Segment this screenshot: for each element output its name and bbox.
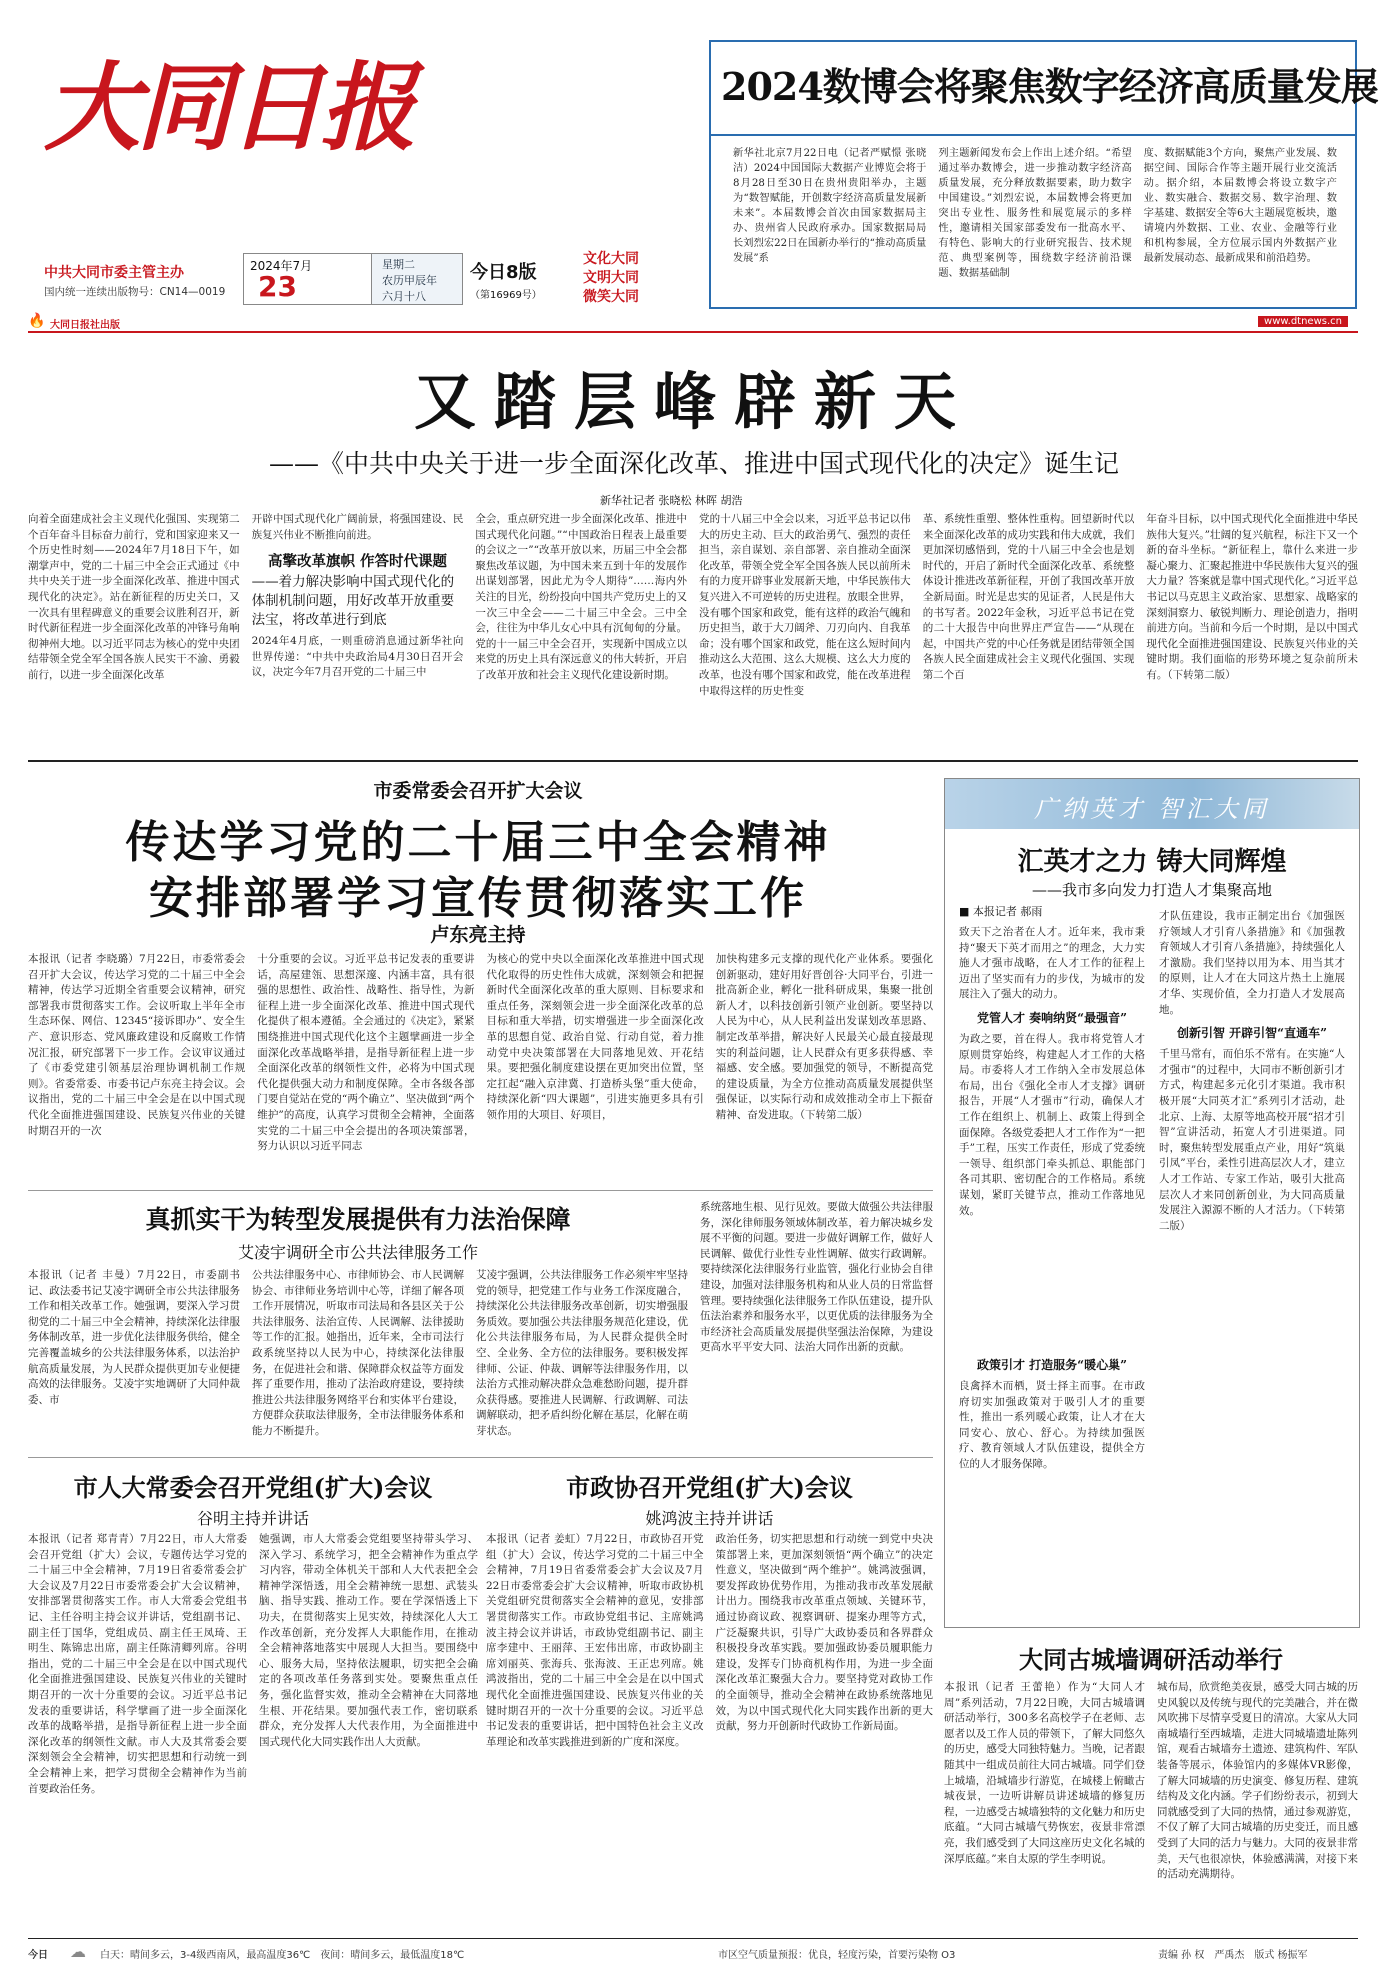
story4-body bbox=[28, 1532, 478, 1930]
story4-col: 她强调，市人大常委会党组要坚持带头学习、深入学习、系统学习，把全会精神作为重点学习内容，带动全体机关干部和人大代表把全会精神学深悟透，用全会精神统一思想、武装头脑、指导实践、推动工作。要在学深悟透上下功夫，在贯彻落实上见实效，持续深化人大工作改革创新，充分发挥人大职能作用，在推动全会精神落地落实中展现人大担当。要围绕中心、服务大局，坚持依法履职，切实把全会确定的各项改革任务落到实处。要聚焦重点任务，强化监督实效，推动全会精神在大同落地生根、开花结果。要加强代表工作，密切联系群众，充分发挥人大代表作用，为全面推进中国式现代化大同实践作出人大贡献。 bbox=[259, 1533, 478, 1748]
masthead-title: 大同日报 bbox=[44, 51, 412, 164]
story5-col: 政治任务，切实把思想和行动统一到党中央决策部署上来，更加深刻领悟“两个确立”的决定性意义，坚决做到“两个维护”。姚鸿波强调，要发挥政协优势作用，为推动我市改革发展献计出力。围绕我市改革重点领域、关键环节，通过协商议政、视察调研、提案办理等方式，广泛凝聚共识，引导广大政协委员和各界群众积极投身改革实践。要加强政协委员履职能力建设，发挥专门协商机构作用，为进一步全面深化改革汇聚强大合力。要坚持党对政协工作的全面领导，推动全会精神在政协系统落地见效，为以中国式现代化大同实践作出新的更大贡献，努力开创新时代政协工作新局面。 bbox=[715, 1533, 933, 1733]
story2-kicker: 市委常委会召开扩大会议 bbox=[373, 780, 583, 802]
side-banner-text: 广纳英才 智汇大同 bbox=[1034, 795, 1270, 823]
story3-col: 艾凌宇强调，公共法律服务工作必须牢牢坚持党的领导，把党建工作与业务工作深度融合，持续深化公共法律服务改革创新，切实增强服务质效。要加强公共法律服务规范化建设，优化公共法律服务布局，为人民群众提供全时空、全业务、全方位的法律服务。要积极发挥律师、公证、仲裁、调解等法律服务作用，以法治方式推动解决群众急难愁盼问题，提升群众获得感。要推进人民调解、行政调解、司法调解联动，把矛盾纠纷化解在基层，化解在萌芽状态。 bbox=[476, 1269, 688, 1437]
story4-col: 本报讯（记者 郑青青）7月22日，市人大常委会召开党组（扩大）会议，专题传达学习党的二十届三中全会精神，7月19日省委常委会扩大会议及7月22日市委常委会扩大会议精神，安排部署贯彻落实工作。市人大常委会党组书记、主任谷明主持会议并讲话，党组副书记、副主任丁国华，党组成员、副主任王凤琦、王明生、陈锦忠出席，副主任陈清卿列席。谷明指出，党的二十届三中全会是在以中国式现代化全面推进强国建设、民族复兴伟业的关键时期召开的一次十分重要的会议。习近平总书记发表的重要讲话，科学擘画了进一步全面深化改革的战略举措，是指导新征程上进一步全面深化改革的纲领性文献。市人大及其常委会要深刻领会全会精神，切实把思想和行动统一到全会精神上来，把学习贯彻全会精神作为当前首要政治任务。 bbox=[28, 1533, 247, 1795]
main-byline: 新华社记者 张晓松 林晖 胡浩 bbox=[600, 494, 743, 507]
main-headline: 又踏层峰辟新天 bbox=[413, 365, 974, 438]
divider bbox=[28, 1457, 933, 1458]
publisher-bar bbox=[28, 313, 1358, 331]
footer-editor: 责编 孙 权 严禹杰 版式 杨振军 bbox=[1158, 1950, 1308, 1961]
main-col-1: 向着全面建成社会主义现代化强国、实现第二个百年奋斗目标奋力前行，党和国家迎来又一个历史性时刻——2024年7月18日下午，如潮掌声中，党的二十届三中全会正式通过《中共中央关于进一步全面深化改革、推进中国式现代化的决定》。站在新征程的历史关口，又一次具有里程碑意义的重要会议胜利召开，新时代新征程进一步全面深化改革的冲锋号角响彻神州大地。以习近平同志为核心的党中央团结带领全党全军全国各族人民实干不渝、勇毅前行，以进一步全面深化改革 bbox=[28, 513, 240, 681]
side-body-5: 良禽择木而栖，贤士择主而事。在市政府切实加强政策对于吸引人才的重要性，推出一系列暖心政策，让人才在大同安心、放心、舒心。为持续加强医疗、教育领域人才队伍建设，提供全方位的人才服务保障。 bbox=[959, 1379, 1145, 1470]
issue-number: （第16969号） bbox=[470, 290, 542, 301]
story2-headline-1: 传达学习党的二十届三中全会精神 bbox=[125, 817, 831, 868]
story3-body bbox=[28, 1268, 688, 1450]
masthead-sponsor: 中共大同市委主管主办 bbox=[44, 265, 184, 281]
side-body-2: 为政之要，首在得人。我市将党管人才原则贯穿始终，构建起人才工作的大格局。市委将人才工作纳入全市发展总体布局，出台《强化全市人才支撑》调研报告，开展“人才强市”行动，确保人才工作在组织上、机制上、政策上得到全面保障。各级党委把人才工作作为“一把手”工程，压实工作责任，形成了党委统一领导、组织部门牵头抓总、职能部门各司其职、密切配合的工作格局。系统谋划，紧盯关键节点，推动工作落地见效。 bbox=[959, 1032, 1145, 1217]
main-col-3: 全会，重点研究进一步全面深化改革、推进中国式现代化问题。”“中国政治日程表上最重要的会议之一”“改革开放以来，历届三中全会都聚焦改革议题，为中国未来五到十年的发展作出谋划部署，因此尤为令人期待”……海内外关注的目光，纷纷投向中国共产党历史上的又一次三中全会——二十届三中全会。三中全会，往往为中华儿女心中具有沉甸甸的分量。党的十一届三中全会召开，实现新中国成立以来党的历史上具有深远意义的伟大转折，开启了改革开放和社会主义现代化建设新时期。 bbox=[475, 513, 688, 681]
slogan-2: 文明大同 bbox=[583, 270, 639, 286]
story5-col: 本报讯（记者 姜虹）7月22日，市政协召开党组（扩大）会议，传达学习党的二十届三中全会精神，7月19日省委常委会扩大会议及7月22日市委常委会扩大会议精神，听取市政协机关党组研究贯彻落实全会精神的意见，安排部署贯彻落实工作。市政协党组书记、主席姚鸿波主持会议并讲话，市政协党组副书记、副主席李建中、王丽萍、王宏伟出席，市政协副主席刘丽英、张海兵、张海波、王正忠列席。姚鸿波指出，党的二十届三中全会是在以中国式现代化全面推进强国建设、民族复兴伟业的关键时期召开的一次十分重要的会议。习近平总书记发表的重要讲话，把中国特色社会主义改革理论和改革实践推进到新的广度和深度。 bbox=[486, 1533, 704, 1748]
main-story-body bbox=[28, 512, 1358, 752]
page-count: 今日8版 bbox=[470, 262, 537, 283]
footer-weather: 白天：晴间多云，3-4级西南风，最高温度36℃ 夜间：晴间多云，最低温度18℃ bbox=[100, 1950, 465, 1961]
story6-col: 城布局，欣赏绝美夜景，感受大同古城的历史风貌以及传统与现代的完美融合，并在微风吹拂下尽情享受夏日的清凉。大家从大同南城墙行至西城墙，走进大同城墙遗址陈列馆，观看古城墙夯土遗迹、建筑构件、军队装备等展示，体验馆内的多媒体VR影像，了解大同城墙的历史演变、修复历程、建筑结构及文化内涵。学子们纷纷表示，初到大同就感受到了大同的热情，通过参观游览，不仅了解了大同古城墙的历史变迁，而且感受到了大同的活力与魅力。大同的夜景非常美，天气也很凉快，体验感满满，对接下来的活动充满期待。 bbox=[1157, 1681, 1358, 1881]
publisher: 大同日报社出版 bbox=[50, 320, 120, 331]
main-col-5: 革、系统性重塑、整体性重构。回望新时代以来全面深化改革的成功实践和伟大成就，我们更加深切感悟到，党的十八届三中全会也是划时代的，开启了新时代全面深化改革、系统整体设计推进改革新征程，开创了我国改革开放全新局面。时光是忠实的见证者，人民是伟大的书写者。2022年金秋，习近平总书记在党的二十大报告中向世界庄严宣告——“从现在起，中国共产党的中心任务就是团结带领全国各族人民全面建成社会主义现代化强国、实现第二个百 bbox=[922, 513, 1135, 681]
main-section-text: 2024年4月底，一则重磅消息通过新华社向世界传递：“中共中央政治局4月30日召开会议，决定今年7月召开党的二十届三中 bbox=[251, 635, 464, 679]
top-story-col: 度、数据赋能3个方向，聚焦产业发展、数据空间、国际合作等主题开展行业交流活动。据介绍，本届数博会将设立数字产业、数实融合、数据交易、数字治理、数字基建、数据安全等6大主题展览板块，邀请境内外数据、工业、农业、金融等行业和机构参展，全方位展示国内外数据产业最新发展动态、最新成果和前沿趋势。 bbox=[1143, 148, 1337, 264]
story3-sub: 艾凌宇调研全市公共法律服务工作 bbox=[237, 1243, 478, 1262]
main-col-2-text: 开辟中国式现代化广阔前景，将强国建设、民族复兴伟业不断推向前进。 bbox=[251, 513, 464, 541]
side-headline: 汇英才之力 铸大同辉煌 bbox=[1017, 847, 1287, 877]
weather-icon: ☁ bbox=[70, 1942, 86, 1961]
lunar-year: 农历甲辰年 bbox=[382, 274, 437, 287]
footer bbox=[28, 1942, 1358, 1964]
story5-sub: 姚鸿波主持并讲话 bbox=[645, 1509, 774, 1528]
side-section-3: 政策引才 打造服务“暖心巢” bbox=[977, 1357, 1127, 1372]
side-body-4: 千里马常有，而伯乐不常有。在实施“人才强市”的过程中，大同市不断创新引才方式，构建起多元化引才渠道。我市积极开展“大同英才汇”系列引才活动，赴北京、上海、太原等地高校开展“招才引智”宣讲活动，拓宽人才引进渠道。同时，聚焦转型发展重点产业，用好“筑巢引凤”平台，柔性引进高层次人才，建立人才工作站、专家工作站，吸引大批高层次人才来同创新创业，为大同高质量发展注入源源不断的人才活力。（下转第二版） bbox=[1159, 1048, 1345, 1232]
date-day: 23 bbox=[258, 270, 297, 303]
side-body-1: 致天下之治者在人才。近年来，我市秉持“聚天下英才而用之”的理念，大力实施人才强市战略，在人才工作的征程上迈出了坚实而有力的步伐，为城市的发展注入了强大的动力。 bbox=[959, 926, 1145, 1001]
side-section-2: 创新引智 开辟引智“直通车” bbox=[1177, 1026, 1327, 1041]
calendar-box bbox=[371, 253, 463, 305]
main-section-head: 高擎改革旗帜 作答时代课题 bbox=[267, 553, 448, 570]
story2-headline-2: 安排部署学习宣传贯彻落实工作 bbox=[149, 873, 807, 924]
side-right-col bbox=[1159, 909, 1345, 1619]
divider bbox=[711, 134, 1355, 136]
story5-body bbox=[486, 1532, 933, 1930]
slogan-3: 微笑大同 bbox=[583, 289, 639, 305]
story3-headline: 真抓实干为转型发展提供有力法治保障 bbox=[145, 1205, 571, 1234]
story2-col: 十分重要的会议。习近平总书记发表的重要讲话，高屋建瓴、思想深邃、内涵丰富，具有很强的思想性、政治性、战略性、指导性，为新征程上进一步全面深化改革、推进中国式现代化提供了根本遵循。全会通过的《决定》，紧紧围绕推进中国式现代化这个主题擘画进一步全面深化改革战略举措，是指导新征程上进一步全面深化改革的纲领性文件，必将为中国式现代化提供强大动力和制度保障。全市各级各部门要自觉站在党的“两个确立”、坚决做到“两个维护”的高度，认真学习贯彻全会精神，全面落实党的二十届三中全会提出的各项决策部署，努力认识以习近平同志 bbox=[257, 953, 475, 1153]
story2-col: 为核心的党中央以全面深化改革推进中国式现代化取得的历史性伟大成就，深刻领会和把握新时代全面深化改革的重大原则、目标要求和重点任务，深刻领会进一步全面深化改革的总目标和重大举措，切实增强进一步全面深化改革的思想自觉、政治自觉、行动自觉，着力推动党中央决策部署在大同落地见效、开花结果。要把强化制度建设摆在更加突出位置，坚定扛起“融入京津冀、打造桥头堡”重大使命，持续深化新“四大课题”，引进实施更多具有引领作用的大项目、好项目， bbox=[486, 953, 704, 1121]
story6-col: 本报讯（记者 王蕾艳）作为“大同人才周”系列活动，7月22日晚，大同古城墙调研活动举行，300多名高校学子在老师、志愿者以及工作人员的带领下，了解大同悠久的历史，感受大同独特魅力。当晚，记者跟随其中一组成员前往大同古城墙。同学们登上城墙，沿城墙步行游览，在城楼上俯瞰古城夜景，一边听讲解员讲述城墙的修复历程，一边感受古城墙独特的文化魅力和历史底蕴。“大同古城墙气势恢宏，夜景非常漂亮，我们感受到了大同这座历史文化名城的深厚底蕴。”来自太原的学生李明说。 bbox=[944, 1681, 1145, 1865]
top-story-body bbox=[733, 146, 1337, 298]
main-col-6: 年奋斗目标，以中国式现代化全面推进中华民族伟大复兴。”壮阔的复兴航程，标注下又一个新的奋斗坐标。“新征程上，靠什么来进一步凝心聚力、汇聚起推进中华民族伟大复兴的强大力量？答案就是靠中国式现代化。”习近平总书记以马克思主义政治家、思想家、战略家的深刻洞察力、敏锐判断力、理论创造力，指明前进方向。当前和今后一个时期，是以中国式现代化全面推进强国建设、民族复兴伟业的关键时期。我们面临的形势环境之复杂前所未有。（下转第二版） bbox=[1146, 513, 1359, 681]
main-section-sub: ——着力解决影响中国式现代化的体制机制问题，用好改革开放重要法宝，将改革进行到底 bbox=[251, 574, 455, 628]
top-story-headline: 2024数博会将聚焦数字经济高质量发展 bbox=[721, 64, 1378, 109]
story6-body bbox=[944, 1680, 1358, 1930]
story3-col: 公共法律服务中心、市律师协会、市人民调解协会、市律师业务培训中心等，详细了解各项工作开展情况，听取市司法局和各县区关于公共法律服务、法治宣传、人民调解、法律援助等工作的汇报。她指出，近年来，全市司法行政系统坚持以人民为中心，持续深化法律服务，在促进社会和谐、保障群众权益等方面发挥了重要作用，推动了法治政府建设，要持续推进公共法律服务网络平台和实体平台建设，方便群众获取法律服务，全市法律服务体系和能力不断提升。 bbox=[252, 1269, 464, 1437]
side-sub: ——我市多向发力打造人才集聚高地 bbox=[1031, 881, 1272, 899]
story3-col: 系统落地生根、见行见效。要做大做强公共法律服务，深化律师服务领域体制改革，着力解决城乡发展不平衡的问题。要进一步做好调解工作，做好人民调解、做优行业性专业性调解、做实行政调解。要持续深化法律服务行业监管，强化行业协会自律建设，加强对法律服务机构和从业人员的日常监督管理。要持续强化法律服务工作队伍建设，提升队伍法治素养和服务水平，以更优质的法律服务为全市经济社会高质量发展提供坚强法治保障，为建设更高水平平安大同、法治大同作出新的贡献。 bbox=[700, 1201, 933, 1354]
side-left-col bbox=[959, 925, 1145, 1619]
story2-col: 加快构建多元支撑的现代化产业体系。要强化创新驱动，建好用好晋创谷·大同平台，引进一批高新企业，孵化一批科研成果，集聚一批创新人才，以科技创新引领产业创新。要坚持以人民为中心，从人民利益出发谋划改革思路、制定改革举措，解决好人民最关心最直接最现实的利益问题，让人民群众有更多获得感、幸福感、安全感。要加强党的领导，不断提高党的建设质量，为全方位推动高质量发展提供坚强保证，以实际行动和成效推动全市上下振奋精神、奋发进取。（下转第二版） bbox=[715, 953, 933, 1121]
side-banner bbox=[945, 779, 1359, 829]
side-feature bbox=[944, 778, 1360, 1628]
footer-rule bbox=[28, 1938, 1358, 1939]
lunar-day: 六月十八 bbox=[382, 290, 426, 303]
date-box bbox=[243, 253, 373, 305]
masthead-serial: 国内统一连续出版物号：CN14—0019 bbox=[44, 286, 226, 298]
main-subheadline: ——《中共中央关于进一步全面深化改革、推进中国式现代化的决定》诞生记 bbox=[268, 449, 1119, 478]
flame-icon: 🔥 bbox=[28, 313, 46, 329]
slogan-1: 文化大同 bbox=[583, 251, 639, 267]
side-byline-text: 本报记者 郝雨 bbox=[972, 905, 1043, 918]
story3-col: 本报讯（记者 丰曼）7月22日，市委副书记、政法委书记艾凌宇调研全市公共法律服务工作和相关改革工作。她强调，要深入学习贯彻党的二十届三中全会精神，持续深化法律服务体制改革，进一步优化法律服务供给，健全完善覆盖城乡的公共法律服务体系，以法治护航高质量发展，为人民群众提供更加专业便捷高效的法律服务。艾凌宇实地调研了大同仲裁委、市 bbox=[28, 1269, 240, 1406]
top-story-box bbox=[709, 40, 1378, 309]
top-story-col: 列主题新闻发布会上作出上述介绍。“希望通过举办数博会，进一步推动数字经济高质量发展，充分释放数据要素，助力数字中国建设。”刘烈宏说，本届数博会将更加突出专业性、服务性和展览展示的多样性，邀请相关国家部委发布一批高水平、有特色、影响大的行业研究报告、技术规范、典型案例等，围绕数字经济前沿课题、数据基础制 bbox=[938, 148, 1132, 279]
story2-body bbox=[28, 952, 933, 1184]
story2-sub: 卢东亮主持 bbox=[430, 924, 526, 946]
side-section-1: 党管人才 奏响纳贤“最强音” bbox=[977, 1010, 1127, 1025]
story4-headline: 市人大常委会召开党组(扩大)会议 bbox=[73, 1473, 433, 1502]
weekday: 星期二 bbox=[382, 258, 415, 271]
story4-sub: 谷明主持并讲话 bbox=[196, 1509, 309, 1528]
main-col-2 bbox=[252, 512, 464, 752]
square-icon: ■ bbox=[959, 905, 973, 918]
date-year-month: 2024年7月 bbox=[250, 259, 313, 273]
divider bbox=[28, 1190, 933, 1191]
footer-today: 今日 bbox=[28, 1950, 48, 1961]
story5-headline: 市政协召开党组(扩大)会议 bbox=[566, 1473, 853, 1502]
side-body-3: 才队伍建设，我市正制定出台《加强医疗领域人才引育八条措施》和《加强教育领域人才引育八条措施》，持续强化人才激励。我们坚持以用为本、用当其才的原则，让人才在大同这片热土上施展才华、实现价值，全力打造人才发展高地。 bbox=[1159, 910, 1345, 1016]
footer-air: 市区空气质量预报：优良，轻度污染，首要污染物 O3 bbox=[718, 1950, 956, 1961]
website: www.dtnews.cn bbox=[1258, 316, 1348, 327]
masthead bbox=[0, 0, 1388, 330]
story6-headline: 大同古城墙调研活动举行 bbox=[1019, 1645, 1283, 1674]
masthead-rule bbox=[28, 331, 1358, 333]
main-col-4: 党的十八届三中全会以来，习近平总书记以伟大的历史主动、巨大的政治勇气、强烈的责任担当，亲自谋划、亲自部署、亲自推动全面深化改革，带领全党全军全国各族人民以前所未有的力度开辟事业发展新天地，中华民族伟大复兴进入不可逆转的历史进程。放眼全世界，没有哪个国家和政党，能有这样的政治气魄和历史担当，敢于大刀阔斧、刀刃向内、自我革命；没有哪个国家和政党，能在这么短时间内推动这么大范围、这么大规模、这么大力度的改革，也没有哪个国家和政党，能在改革进程中取得这样的历史性变 bbox=[699, 513, 911, 697]
top-story-col: 新华社北京7月22日电（记者严赋憬 张晓洁）2024中国国际大数据产业博览会将于8月28日至30日在贵州贵阳举办，主题为“数智赋能，开创数字经济高质量发展新未来”。本届数博会首次由国家数据局主办、贵州省人民政府承办。国家数据局局长刘烈宏22日在国新办举行的“推动高质量发展”系 bbox=[733, 148, 927, 264]
section-rule bbox=[28, 760, 1358, 762]
story2-col: 本报讯（记者 李晓璐）7月22日，市委常委会召开扩大会议，传达学习党的二十届三中全会精神，传达学习近期全省重要会议精神，研究部署我市贯彻落实工作。会议听取上半年全市生态环保、网信、12345“接诉即办”、安全生产、意识形态、党风廉政建设和反腐败工作情况汇报，研究部署下一步工作。会议审议通过了《市委党建引领基层治理协调机制工作规则》。省委常委、市委书记卢东亮主持会议。会议指出，党的二十届三中全会是在以中国式现代化全面推进强国建设、民族复兴伟业的关键时期召开的一次 bbox=[28, 953, 246, 1137]
side-byline bbox=[959, 903, 1042, 919]
